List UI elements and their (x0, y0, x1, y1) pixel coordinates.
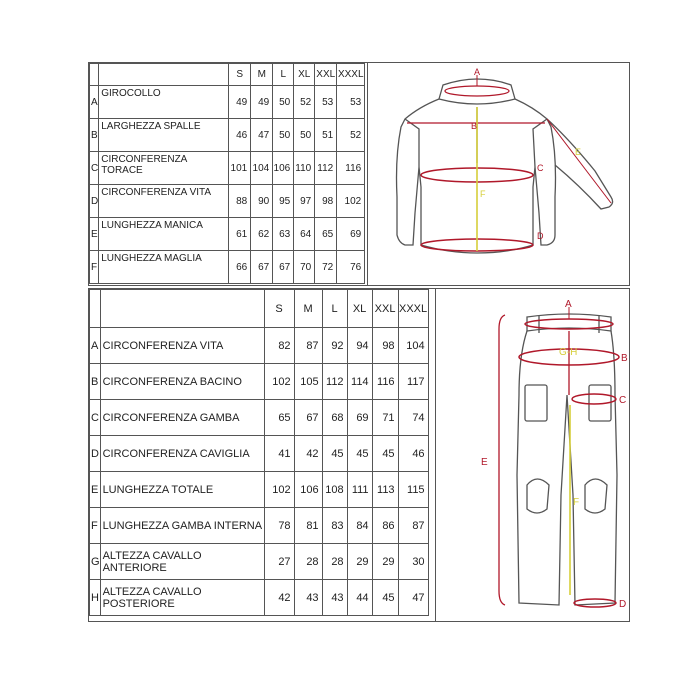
row-letter: H (90, 580, 101, 616)
measurement-name: LUNGHEZZA MANICA (99, 218, 229, 251)
measurement-name: CIRCONFERENZA VITA (100, 328, 264, 364)
row-letter: C (90, 152, 99, 185)
table-row (90, 185, 365, 218)
size-value-cell: 84 (347, 508, 372, 544)
size-value-cell: 114 (347, 364, 372, 400)
size-value-cell: 71 (372, 400, 398, 436)
size-value-cell: 112 (315, 152, 337, 185)
row-letter: A (90, 328, 101, 364)
size-value-cell: 43 (322, 580, 347, 616)
pants-label-b: B (621, 353, 628, 364)
row-letter: E (90, 218, 99, 251)
size-value-cell: 111 (347, 472, 372, 508)
size-value-cell: 43 (294, 580, 322, 616)
panel-divider (435, 289, 436, 621)
measurement-name: CIRCONFERENZA GAMBA (100, 400, 264, 436)
pants-diagram (439, 295, 627, 617)
size-header: XXXL (398, 290, 428, 328)
jacket-outline (397, 79, 613, 253)
measurement-name: LUNGHEZZA GAMBA INTERNA (100, 508, 264, 544)
size-value-cell: 90 (251, 185, 273, 218)
size-value-cell: 72 (315, 251, 337, 284)
size-header: S (264, 290, 294, 328)
row-letter: E (90, 472, 101, 508)
pants-label-a: A (565, 299, 572, 310)
size-value-cell: 44 (347, 580, 372, 616)
size-value-cell: 95 (273, 185, 294, 218)
jacket-label-e: E (575, 147, 582, 157)
size-value-cell: 116 (337, 152, 365, 185)
row-letter: C (90, 400, 101, 436)
pants-label-f: F (573, 497, 580, 508)
pants-label-gh: G-H (559, 347, 578, 358)
panel-divider (367, 63, 368, 285)
size-header: XL (347, 290, 372, 328)
size-value-cell: 41 (264, 436, 294, 472)
table-row (90, 328, 429, 364)
jacket-label-f: F (480, 189, 486, 199)
size-value-cell: 50 (273, 86, 294, 119)
measurement-name: ALTEZZA CAVALLO ANTERIORE (100, 544, 264, 580)
pants-label-d: D (619, 599, 627, 610)
size-value-cell: 45 (372, 580, 398, 616)
header-empty-name (100, 290, 264, 328)
size-value-cell: 50 (273, 119, 294, 152)
size-value-cell: 112 (322, 364, 347, 400)
size-value-cell: 78 (264, 508, 294, 544)
jacket-label-a: A (474, 67, 481, 77)
row-letter: A (90, 86, 99, 119)
size-value-cell: 81 (294, 508, 322, 544)
table-row (90, 152, 365, 185)
pants-label-c: C (619, 395, 627, 406)
size-value-cell: 69 (347, 400, 372, 436)
row-letter: D (90, 185, 99, 218)
measurement-name: LUNGHEZZA MAGLIA (99, 251, 229, 284)
size-value-cell: 86 (372, 508, 398, 544)
size-value-cell: 106 (294, 472, 322, 508)
size-value-cell: 87 (294, 328, 322, 364)
size-value-cell: 64 (294, 218, 315, 251)
size-value-cell: 52 (337, 119, 365, 152)
row-letter: B (90, 119, 99, 152)
size-value-cell: 74 (398, 400, 428, 436)
row-letter: D (90, 436, 101, 472)
size-value-cell: 98 (315, 185, 337, 218)
size-value-cell: 63 (273, 218, 294, 251)
measurement-name: CIRCONFERENZA VITA (99, 185, 229, 218)
size-value-cell: 98 (372, 328, 398, 364)
table-row (90, 119, 365, 152)
size-header: S (229, 64, 251, 86)
size-value-cell: 82 (264, 328, 294, 364)
size-value-cell: 46 (398, 436, 428, 472)
size-header: XL (294, 64, 315, 86)
size-header: L (322, 290, 347, 328)
size-value-cell: 88 (229, 185, 251, 218)
table-row (90, 472, 429, 508)
size-value-cell: 28 (322, 544, 347, 580)
size-value-cell: 68 (322, 400, 347, 436)
size-value-cell: 65 (264, 400, 294, 436)
size-value-cell: 65 (315, 218, 337, 251)
size-value-cell: 53 (337, 86, 365, 119)
size-value-cell: 46 (229, 119, 251, 152)
measurement-name: ALTEZZA CAVALLO POSTERIORE (100, 580, 264, 616)
size-value-cell: 108 (322, 472, 347, 508)
table-row (90, 544, 429, 580)
measurement-name: CIRCONFERENZA TORACE (99, 152, 229, 185)
table-row (90, 218, 365, 251)
row-letter: G (90, 544, 101, 580)
table-row (90, 436, 429, 472)
size-value-cell: 102 (264, 472, 294, 508)
jacket-label-d: D (537, 231, 544, 241)
size-value-cell: 27 (264, 544, 294, 580)
size-value-cell: 110 (294, 152, 315, 185)
table-header-row (90, 64, 365, 86)
size-value-cell: 66 (229, 251, 251, 284)
measurement-name: CIRCONFERENZA BACINO (100, 364, 264, 400)
measurement-name: LUNGHEZZA TOTALE (100, 472, 264, 508)
size-value-cell: 52 (294, 86, 315, 119)
row-letter: B (90, 364, 101, 400)
measurement-name: LARGHEZZA SPALLE (99, 119, 229, 152)
size-value-cell: 28 (294, 544, 322, 580)
size-value-cell: 42 (294, 436, 322, 472)
header-empty-name (99, 64, 229, 86)
size-value-cell: 97 (294, 185, 315, 218)
measurement-name: GIROCOLLO (99, 86, 229, 119)
size-value-cell: 29 (372, 544, 398, 580)
size-header: XXL (315, 64, 337, 86)
size-value-cell: 50 (294, 119, 315, 152)
jacket-size-panel (88, 62, 630, 286)
size-value-cell: 70 (294, 251, 315, 284)
header-empty-letter (90, 290, 101, 328)
size-value-cell: 67 (294, 400, 322, 436)
size-header: M (294, 290, 322, 328)
size-value-cell: 47 (251, 119, 273, 152)
row-letter: F (90, 508, 101, 544)
size-value-cell: 42 (264, 580, 294, 616)
size-value-cell: 115 (398, 472, 428, 508)
size-value-cell: 87 (398, 508, 428, 544)
size-value-cell: 116 (372, 364, 398, 400)
size-header: M (251, 64, 273, 86)
header-empty-letter (90, 64, 99, 86)
table-row (90, 86, 365, 119)
size-value-cell: 102 (337, 185, 365, 218)
size-value-cell: 94 (347, 328, 372, 364)
jacket-label-b: B (471, 121, 478, 131)
size-value-cell: 76 (337, 251, 365, 284)
jacket-label-c: C (537, 163, 544, 173)
jacket-size-table (89, 63, 365, 284)
pants-label-e: E (481, 457, 488, 468)
size-value-cell: 30 (398, 544, 428, 580)
table-row (90, 580, 429, 616)
jacket-diagram (379, 67, 627, 281)
pants-size-table (89, 289, 429, 616)
table-row (90, 508, 429, 544)
size-value-cell: 117 (398, 364, 428, 400)
size-value-cell: 67 (251, 251, 273, 284)
size-value-cell: 45 (322, 436, 347, 472)
table-row (90, 400, 429, 436)
size-value-cell: 49 (251, 86, 273, 119)
size-value-cell: 29 (347, 544, 372, 580)
size-value-cell: 69 (337, 218, 365, 251)
size-value-cell: 104 (398, 328, 428, 364)
size-value-cell: 62 (251, 218, 273, 251)
size-value-cell: 105 (294, 364, 322, 400)
pants-size-panel (88, 288, 630, 622)
size-header: L (273, 64, 294, 86)
size-value-cell: 49 (229, 86, 251, 119)
size-value-cell: 45 (372, 436, 398, 472)
size-header: XXXL (337, 64, 365, 86)
size-value-cell: 102 (264, 364, 294, 400)
size-value-cell: 104 (251, 152, 273, 185)
table-row (90, 364, 429, 400)
size-value-cell: 61 (229, 218, 251, 251)
size-value-cell: 51 (315, 119, 337, 152)
jacket-measure-lines (407, 75, 611, 251)
size-value-cell: 83 (322, 508, 347, 544)
table-row (90, 251, 365, 284)
size-value-cell: 67 (273, 251, 294, 284)
size-value-cell: 92 (322, 328, 347, 364)
size-value-cell: 106 (273, 152, 294, 185)
size-value-cell: 101 (229, 152, 251, 185)
table-header-row (90, 290, 429, 328)
row-letter: F (90, 251, 99, 284)
size-value-cell: 47 (398, 580, 428, 616)
measurement-name: CIRCONFERENZA CAVIGLIA (100, 436, 264, 472)
size-header: XXL (372, 290, 398, 328)
size-value-cell: 45 (347, 436, 372, 472)
size-value-cell: 53 (315, 86, 337, 119)
size-value-cell: 113 (372, 472, 398, 508)
